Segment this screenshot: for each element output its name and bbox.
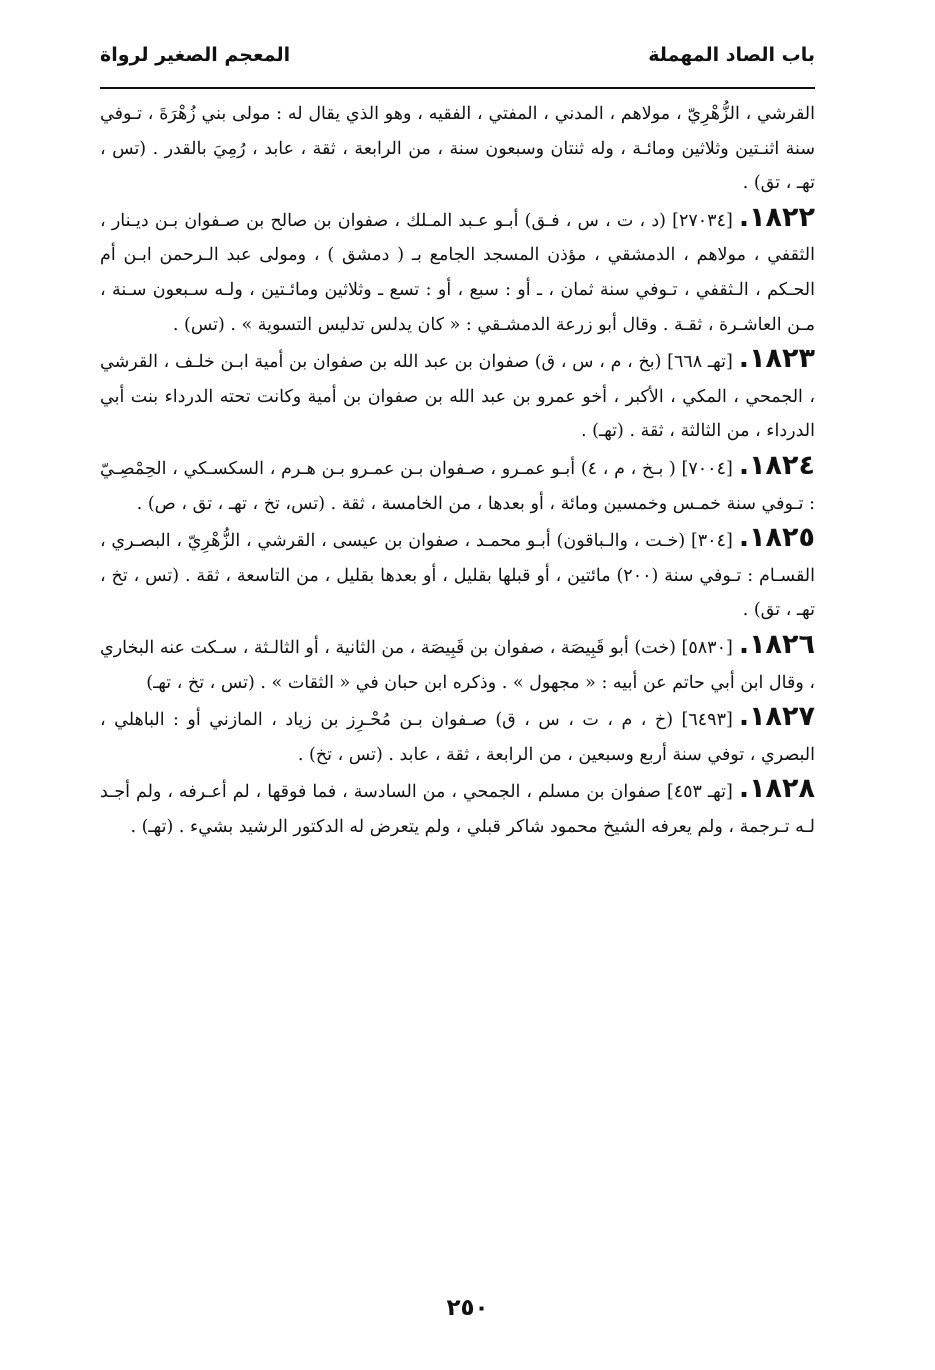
entry-1826: [100, 628, 815, 700]
entry-number: ١٨٢٣.: [738, 343, 815, 375]
entry-1823: [100, 342, 815, 449]
entry-number: ١٨٢٢.: [738, 201, 815, 233]
entry-text: [٥٨٣٠] (خت) أبو قَبِيصَة ، صفوان بن قَبِيصَة ، من الثانية ، أو الثالـثة ، سـكت عنه البخاري ، وقال ابن أبي حاتم عن أبيه : « مجهول » . وذكره ابن حبان في « الثقات » . (تس ، تخ ، تهـ): [100, 637, 815, 693]
running-header: [100, 40, 815, 76]
continuation-paragraph: القرشي ، الزُّهْرِيّ ، مولاهم ، المدني ، المفتي ، الفقيه ، وهو الذي يقال له : مولى بني زُهْرَةَ ، تـوفي سنة اثنـتين وثلاثين ومائـة ، وله ثنتان وسبعون سنة ، من الرابعة ، ثقة ، عابد ، رُمِيَ بالقدر . (تس ، تهـ ، تق) .: [100, 104, 815, 194]
entry-number: ١٨٢٥.: [738, 522, 815, 554]
entry-1827: [100, 700, 815, 772]
chapter-title: باب الصاد المهملة: [648, 44, 815, 66]
entry-1822: [100, 201, 815, 342]
entry-1825: [100, 521, 815, 628]
entry-text: [٢٧٠٣٤] (د ، ت ، س ، فـق) أبـو عـبد المـلك ، صفوان بن صالح بن صـفوان بـن ديـنار ، الثقفي ، مولاهم ، الدمشقي ، مؤذن المسجد الجامع بـ ( دمشق ) ، ومولى عبد الـرحمن ابـن أم الحـكم ، الـثقفي ، تـوفي سنة ثمان ، ـ أو : سبع ، أو : تسع ـ وثلاثين ومائـتين ، ولـه سـبعون سـنة ، مـن العاشـرة ، ثقـة . وقال أبو زرعة الدمشـقي : « كان يدلس تدليس التسوية » . (تس) .: [100, 210, 815, 335]
entry-number: ١٨٢٧.: [738, 701, 815, 733]
entry-1828: [100, 772, 815, 844]
entry-number: ١٨٢٤.: [738, 449, 815, 481]
entry-text: [٦٤٩٣] (خ ، م ، ت ، س ، ق) صـفوان بـن مُحْـرِز بن زياد ، المازني أو : الباهلي ، البصري ، توفي سنة أربع وسبعين ، من الرابعة ، ثقة ، عابد . (تس ، تخ) .: [100, 710, 815, 765]
entry-text: [تهـ ٦٦٨] (بخ ، م ، س ، ق) صفوان بن عبد الله بن صفوان بن أمية ابـن خلـف ، القرشي ، الجمحي ، المكي ، الأكبر ، أخو عمرو بن عبد الله بن صفوان بن أمية وكانت تحته الدرداء بنت أبي الدرداء ، من الثالثة ، ثقة . (تهـ) .: [100, 352, 815, 442]
entry-text: [تهـ ٤٥٣] صفوان بن مسلم ، الجمحي ، من السادسة ، فما فوقها ، لم أعـرفه ، ولم أجـد لـه تـرجمة ، ولم يعرفه الشيخ محمود شاكر قبلي ، ولم يتعرض له الدكتور الرشيد بشيء . (تهـ) .: [100, 782, 815, 837]
entry-text: [٧٠٠٤] ( بـخ ، م ، ٤) أبـو عمـرو ، صـفوان بـن عمـرو بـن هـرم ، السكسـكي ، الحِمْصِـيّ : تـوفي سنة خمـس وخمسين ومائة ، أو بعدها ، من الخامسة ، ثقة . (تس، تخ ، تهـ ، تق ، ص) .: [100, 458, 815, 514]
entry-text: [٣٠٤] (خـت ، والـباقون) أبـو محمـد ، صفوان بن عيسى ، القرشي ، الزُّهْرِيّ ، البصـري ، القسـام : تـوفي سنة (٢٠٠) مائتين ، أو قبلها بقليل ، أو بعدها بقليل ، من التاسعة ، ثقة . (تس ، تخ ، تهـ ، تق) .: [100, 531, 815, 621]
entry-1824: [100, 449, 815, 521]
entry-number: ١٨٢٨.: [738, 773, 815, 805]
book-title: المعجم الصغير لرواة: [100, 44, 291, 66]
header-divider: [100, 87, 815, 89]
page-body: [100, 97, 815, 844]
entry-number: ١٨٢٦.: [738, 628, 815, 660]
page-number: ٢٥٠: [446, 1295, 489, 1321]
